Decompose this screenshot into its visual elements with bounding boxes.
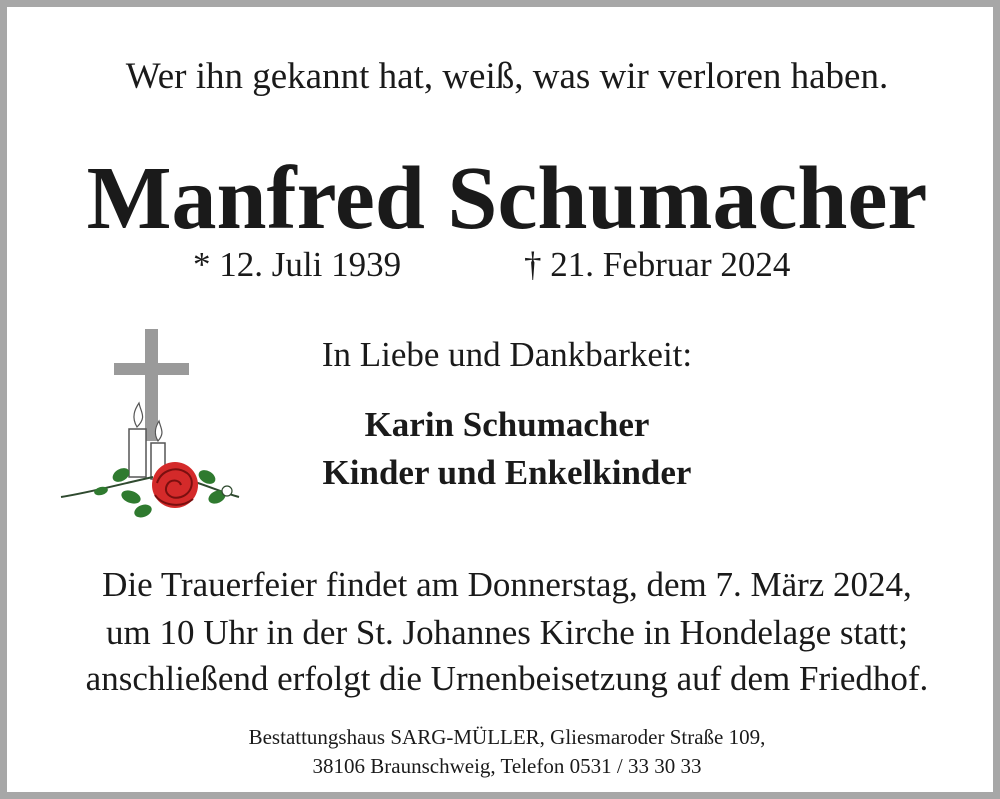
funeral-info-line: um 10 Uhr in der St. Johannes Kirche in Hondelage statt; xyxy=(106,613,908,652)
undertaker-line: 38106 Braunschweig, Telefon 0531 / 33 30 33 xyxy=(312,754,702,778)
birth-date: * 12. Juli 1939 xyxy=(193,245,402,284)
motto: Wer ihn gekannt hat, weiß, was wir verloren haben. xyxy=(125,56,889,97)
deceased-name: Manfred Schumacher xyxy=(86,149,928,248)
death-date: † 21. Februar 2024 xyxy=(524,245,791,284)
leaf-icon xyxy=(132,502,153,519)
funeral-info-line: anschließend erfolgt die Urnenbeisetzung auf dem Friedhof. xyxy=(85,659,929,698)
mourner-line: Karin Schumacher xyxy=(364,405,650,444)
mourner-line: Kinder und Enkelkinder xyxy=(322,453,692,492)
funeral-info-line: Die Trauerfeier findet am Donnerstag, dem 7. März 2024, xyxy=(102,565,912,604)
gratitude-line: In Liebe und Dankbarkeit: xyxy=(321,335,693,374)
undertaker-line: Bestattungshaus SARG-MÜLLER, Gliesmaroder Straße 109, xyxy=(248,725,766,749)
